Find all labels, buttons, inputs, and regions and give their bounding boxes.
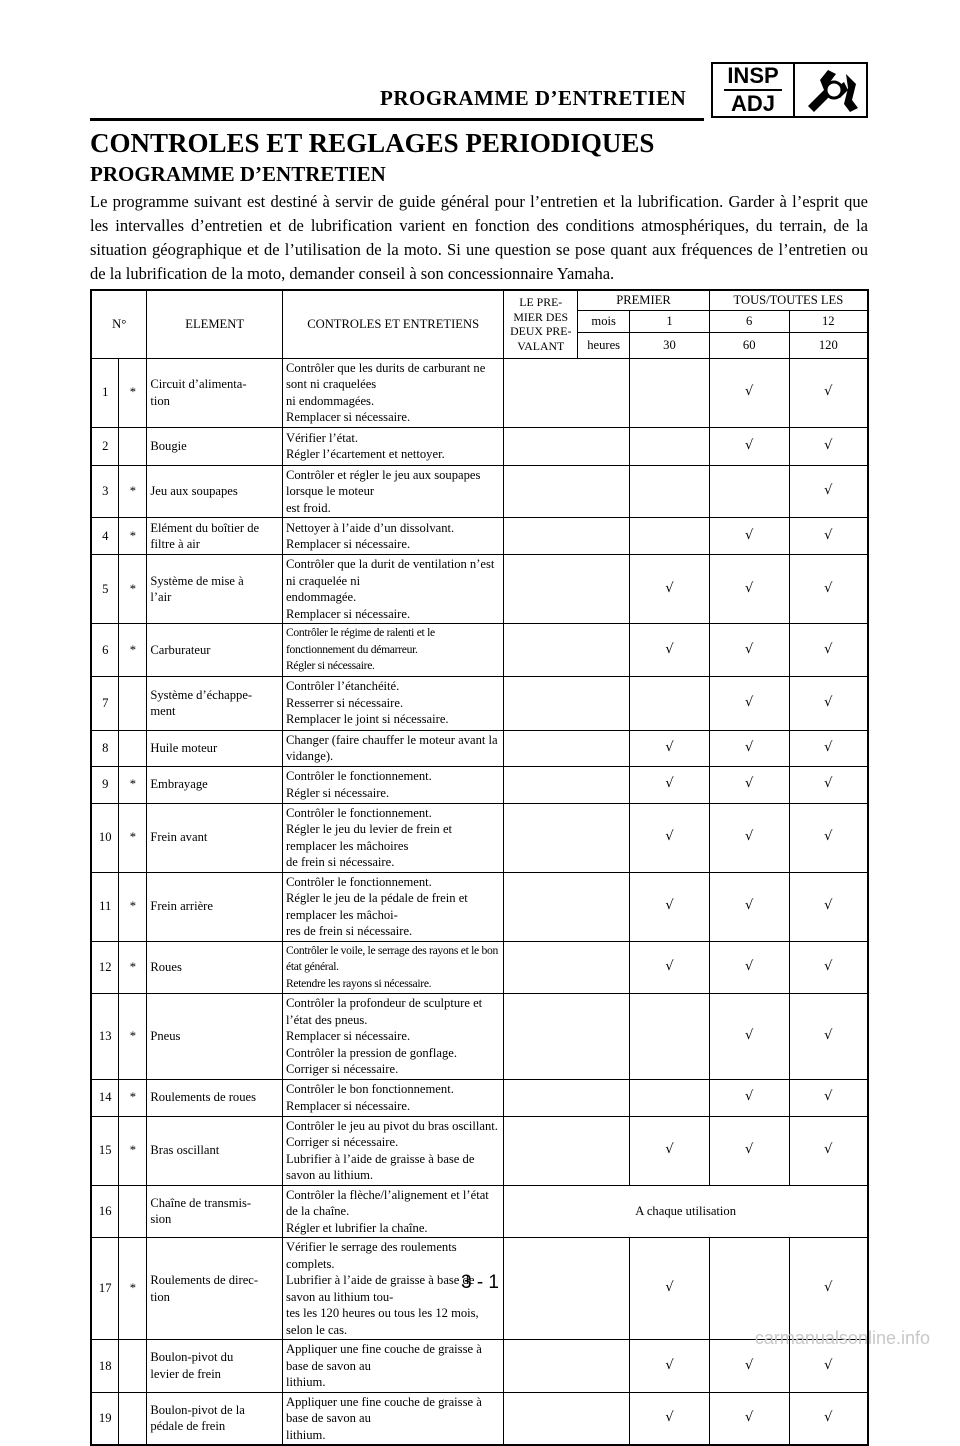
row-element: Frein arrière <box>147 872 283 941</box>
row-check-12: √ <box>789 676 868 730</box>
row-pre-cell <box>504 518 630 555</box>
row-number: 4 <box>91 518 119 555</box>
row-checks: Contrôler l’étanchéité. Resserrer si nécessaire. Remplacer le joint si nécessaire. <box>282 676 503 730</box>
row-pre-cell <box>504 1116 630 1185</box>
row-element: Huile moteur <box>147 730 283 766</box>
row-check-12: √ <box>789 1116 868 1185</box>
row-element: Roues <box>147 941 283 994</box>
table-row <box>91 1340 868 1393</box>
header-checks: CONTROLES ET ENTRETIENS <box>282 290 503 358</box>
header-hours-label: heures <box>578 332 630 358</box>
row-check-6 <box>709 465 789 518</box>
row-checks: Contrôler que la durit de ventilation n’est ni craquelée ni endommagée. Remplacer si nécessaire. <box>282 555 503 624</box>
badge-bottom-text: ADJ <box>730 91 775 116</box>
row-star <box>119 1185 147 1238</box>
intro-paragraph: Le programme suivant est destiné à servir de guide général pour l’entretien et la lubrification. Garder à l’esprit que les intervalles d’entretien et de lubrification varient en fonction des conditions atmosphériques, du terrain, de la situation géographique et de l’utilisation de la moto. Si une question se pose quant aux fréquences de l’entretien ou de la lubrification de la moto, demander conseil à son concessionnaire Yamaha. <box>90 192 868 283</box>
row-check-first: √ <box>630 624 710 677</box>
table-row <box>91 676 868 730</box>
row-star: * <box>119 1079 147 1116</box>
row-number: 2 <box>91 427 119 465</box>
row-element: Elément du boîtier de filtre à air <box>147 518 283 555</box>
row-element: Roulements de direc- tion <box>147 1238 283 1340</box>
row-check-first <box>630 465 710 518</box>
header-every: TOUS/TOUTES LES <box>709 290 868 310</box>
row-check-first <box>630 1079 710 1116</box>
table-row <box>91 994 868 1080</box>
row-check-12: √ <box>789 1079 868 1116</box>
row-checks: Contrôler le jeu au pivot du bras oscillant. Corriger si nécessaire. Lubrifier à l’aide de graisse à base de savon au lithium. <box>282 1116 503 1185</box>
row-element: Bras oscillant <box>147 1116 283 1185</box>
row-checks: Nettoyer à l’aide d’un dissolvant. Remplacer si nécessaire. <box>282 518 503 555</box>
row-pre-cell <box>504 1392 630 1445</box>
row-pre-cell <box>504 872 630 941</box>
header-month-6: 6 <box>709 310 789 332</box>
row-checks: Contrôler le régime de ralenti et le fonctionnement du démarreur. Régler si nécessaire. <box>282 624 503 677</box>
row-check-12: √ <box>789 358 868 427</box>
row-pre-cell <box>504 624 630 677</box>
table-row <box>91 872 868 941</box>
header-hour-120: 120 <box>789 332 868 358</box>
row-check-first <box>630 518 710 555</box>
row-checks: Contrôler le fonctionnement. Régler si nécessaire. <box>282 766 503 803</box>
row-star: * <box>119 1238 147 1340</box>
row-checks: Contrôler la flèche/l’alignement et l’état de la chaîne. Régler et lubrifier la chaîne. <box>282 1185 503 1238</box>
row-check-12: √ <box>789 1392 868 1445</box>
row-checks: Contrôler la profondeur de sculpture et l’état des pneus. Remplacer si nécessaire. Contrôler la pression de gonflage. Corriger si nécessaire. <box>282 994 503 1080</box>
row-number: 8 <box>91 730 119 766</box>
wrench-gauge-icon <box>795 64 866 116</box>
row-checks: Contrôler le fonctionnement. Régler le jeu du levier de frein et remplacer les mâchoires de frein si nécessaire. <box>282 803 503 872</box>
section-header-title: PROGRAMME D’ENTRETIEN <box>380 86 687 110</box>
row-element: Jeu aux soupapes <box>147 465 283 518</box>
row-check-first <box>630 358 710 427</box>
row-check-6: √ <box>709 803 789 872</box>
row-star <box>119 427 147 465</box>
row-number: 6 <box>91 624 119 677</box>
row-check-first: √ <box>630 872 710 941</box>
table-row <box>91 555 868 624</box>
table-header <box>91 290 868 358</box>
row-checks: Vérifier le serrage des roulements complets. Lubrifier à l’aide de graisse à base de savon au lithium tou- tes les 120 heures ou tous les 12 mois, selon le cas. <box>282 1238 503 1340</box>
badge-top-text: INSP <box>727 63 779 88</box>
row-check-first: √ <box>630 1392 710 1445</box>
table-row <box>91 803 868 872</box>
row-check-6: √ <box>709 1079 789 1116</box>
row-pre-cell <box>504 676 630 730</box>
row-check-12: √ <box>789 766 868 803</box>
row-check-first: √ <box>630 803 710 872</box>
header-pre: LE PRE-MIER DES DEUX PRE-VALANT <box>504 290 578 358</box>
row-pre-cell <box>504 555 630 624</box>
header-hour-60: 60 <box>709 332 789 358</box>
insp-adj-label <box>713 64 795 116</box>
row-check-6: √ <box>709 766 789 803</box>
row-element: Chaîne de transmis- sion <box>147 1185 283 1238</box>
table-row <box>91 1185 868 1238</box>
row-checks: Appliquer une fine couche de graisse à base de savon au lithium. <box>282 1392 503 1445</box>
row-checks: Contrôler le fonctionnement. Régler le jeu de la pédale de frein et remplacer les mâchoi- res de frein si nécessaire. <box>282 872 503 941</box>
row-check-first: √ <box>630 766 710 803</box>
row-element: Boulon-pivot du levier de frein <box>147 1340 283 1393</box>
row-check-6: √ <box>709 730 789 766</box>
row-element: Circuit d’alimenta- tion <box>147 358 283 427</box>
row-check-12: √ <box>789 994 868 1080</box>
row-star <box>119 1392 147 1445</box>
row-check-6: √ <box>709 358 789 427</box>
row-star: * <box>119 624 147 677</box>
row-number: 15 <box>91 1116 119 1185</box>
row-check-12: √ <box>789 427 868 465</box>
row-check-first <box>630 676 710 730</box>
table-row <box>91 518 868 555</box>
row-span-note: A chaque utilisation <box>504 1185 868 1238</box>
row-checks: Vérifier l’état. Régler l’écartement et nettoyer. <box>282 427 503 465</box>
row-element: Système d’échappe- ment <box>147 676 283 730</box>
row-check-6: √ <box>709 1340 789 1393</box>
row-check-first <box>630 427 710 465</box>
row-star: * <box>119 803 147 872</box>
row-star: * <box>119 872 147 941</box>
row-check-12: √ <box>789 555 868 624</box>
header-month-first: 1 <box>630 310 710 332</box>
row-pre-cell <box>504 803 630 872</box>
row-check-6: √ <box>709 1392 789 1445</box>
table-row <box>91 427 868 465</box>
row-check-first: √ <box>630 1238 710 1340</box>
row-check-12: √ <box>789 803 868 872</box>
row-star: * <box>119 1116 147 1185</box>
row-element: Carburateur <box>147 624 283 677</box>
row-number: 1 <box>91 358 119 427</box>
table-row <box>91 1079 868 1116</box>
header-first: PREMIER <box>578 290 710 310</box>
row-check-12: √ <box>789 872 868 941</box>
header-months-label: mois <box>578 310 630 332</box>
row-pre-cell <box>504 994 630 1080</box>
row-number: 13 <box>91 994 119 1080</box>
row-checks: Contrôler que les durits de carburant ne sont ni craquelées ni endommagées. Remplacer si nécessaire. <box>282 358 503 427</box>
table-row <box>91 766 868 803</box>
row-checks: Contrôler le bon fonctionnement. Remplacer si nécessaire. <box>282 1079 503 1116</box>
row-number: 3 <box>91 465 119 518</box>
row-checks: Changer (faire chauffer le moteur avant la vidange). <box>282 730 503 766</box>
row-element: Bougie <box>147 427 283 465</box>
row-check-6: √ <box>709 994 789 1080</box>
row-number: 10 <box>91 803 119 872</box>
row-star: * <box>119 518 147 555</box>
row-number: 11 <box>91 872 119 941</box>
row-check-first: √ <box>630 941 710 994</box>
row-star: * <box>119 358 147 427</box>
row-pre-cell <box>504 941 630 994</box>
row-checks: Contrôler et régler le jeu aux soupapes lorsque le moteur est froid. <box>282 465 503 518</box>
insp-adj-badge <box>711 62 868 118</box>
row-element: Système de mise à l’air <box>147 555 283 624</box>
row-star: * <box>119 555 147 624</box>
row-check-12: √ <box>789 1340 868 1393</box>
row-star <box>119 676 147 730</box>
row-check-6: √ <box>709 427 789 465</box>
header-element: ELEMENT <box>147 290 283 358</box>
page-heading: CONTROLES ET REGLAGES PERIODIQUES <box>90 128 655 158</box>
row-number: 19 <box>91 1392 119 1445</box>
table-row <box>91 730 868 766</box>
row-element: Frein avant <box>147 803 283 872</box>
row-star <box>119 730 147 766</box>
table-row <box>91 1392 868 1445</box>
row-check-first: √ <box>630 730 710 766</box>
row-check-12: √ <box>789 624 868 677</box>
row-check-12: √ <box>789 465 868 518</box>
table-row <box>91 1116 868 1185</box>
row-checks: Appliquer une fine couche de graisse à base de savon au lithium. <box>282 1340 503 1393</box>
row-check-12: √ <box>789 1238 868 1340</box>
header-num: N° <box>91 290 147 358</box>
row-check-first <box>630 994 710 1080</box>
row-element: Embrayage <box>147 766 283 803</box>
row-star: * <box>119 465 147 518</box>
row-check-6: √ <box>709 872 789 941</box>
row-check-6: √ <box>709 1116 789 1185</box>
row-pre-cell <box>504 427 630 465</box>
row-check-first: √ <box>630 555 710 624</box>
row-check-12: √ <box>789 941 868 994</box>
table-row <box>91 358 868 427</box>
row-check-first: √ <box>630 1116 710 1185</box>
row-pre-cell <box>504 766 630 803</box>
row-star <box>119 1340 147 1393</box>
row-check-6: √ <box>709 555 789 624</box>
watermark: carmanualsonline.info <box>754 1328 930 1348</box>
page-number: 3 - 1 <box>460 1272 500 1293</box>
row-check-first: √ <box>630 1340 710 1393</box>
row-number: 16 <box>91 1185 119 1238</box>
row-number: 18 <box>91 1340 119 1393</box>
row-pre-cell <box>504 1340 630 1393</box>
row-number: 9 <box>91 766 119 803</box>
row-pre-cell <box>504 730 630 766</box>
row-check-12: √ <box>789 730 868 766</box>
table-row <box>91 465 868 518</box>
row-star: * <box>119 766 147 803</box>
row-star: * <box>119 994 147 1080</box>
row-star: * <box>119 941 147 994</box>
row-check-12: √ <box>789 518 868 555</box>
row-pre-cell <box>504 465 630 518</box>
row-check-6: √ <box>709 676 789 730</box>
row-number: 5 <box>91 555 119 624</box>
row-element: Roulements de roues <box>147 1079 283 1116</box>
row-check-6: √ <box>709 518 789 555</box>
row-element: Boulon-pivot de la pédale de frein <box>147 1392 283 1445</box>
header-rule <box>90 118 704 121</box>
row-pre-cell <box>504 1079 630 1116</box>
row-checks: Contrôler le voile, le serrage des rayons et le bon état général. Retendre les rayons si nécessaire. <box>282 941 503 994</box>
header-month-12: 12 <box>789 310 868 332</box>
table-row <box>91 624 868 677</box>
row-check-6: √ <box>709 941 789 994</box>
table-row <box>91 941 868 994</box>
row-element: Pneus <box>147 994 283 1080</box>
row-number: 7 <box>91 676 119 730</box>
row-check-6: √ <box>709 624 789 677</box>
page-subheading: PROGRAMME D’ENTRETIEN <box>90 162 386 186</box>
header-hour-first: 30 <box>630 332 710 358</box>
row-number: 12 <box>91 941 119 994</box>
row-pre-cell <box>504 358 630 427</box>
row-number: 14 <box>91 1079 119 1116</box>
row-number: 17 <box>91 1238 119 1340</box>
